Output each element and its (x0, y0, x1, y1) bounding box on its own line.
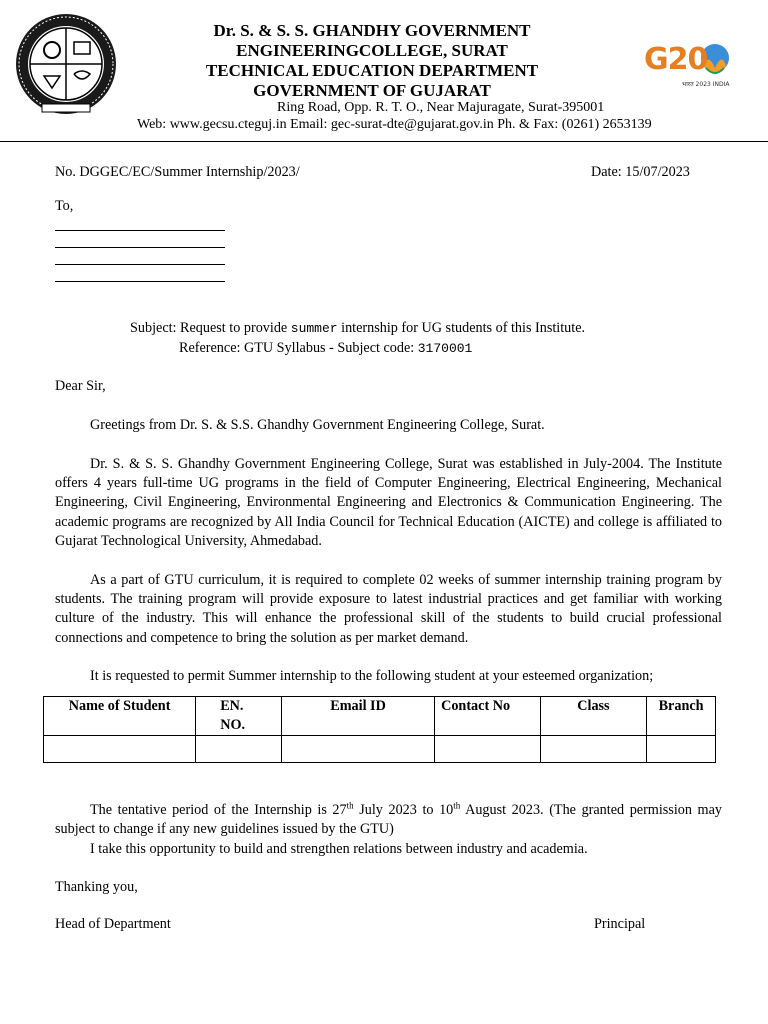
cell-name[interactable] (44, 736, 196, 763)
college-name-line1: Dr. S. & S. S. GHANDHY GOVERNMENT (213, 21, 531, 40)
address-blank-line (55, 281, 225, 282)
col-header-email: Email ID (281, 697, 434, 736)
table-header-row (44, 697, 716, 736)
department-name: TECHNICAL EDUCATION DEPARTMENT (205, 61, 539, 80)
closing-thanks: Thanking you, (55, 879, 138, 895)
cell-email[interactable] (281, 736, 434, 763)
col-header-contact: Contact No (435, 697, 541, 736)
salutation: Dear Sir, (55, 378, 106, 394)
government-name: GOVERNMENT OF GUJARAT (253, 81, 491, 100)
subject-line: Subject: Request to provide summer internship for UG students of this Institute. (130, 320, 586, 336)
college-address: Ring Road, Opp. R. T. O., Near Majuragate, Surat-395001 (277, 100, 605, 115)
g20-subtitle: भारत 2023 INDIA (682, 81, 730, 88)
addressee-label: To, (55, 198, 74, 214)
col-header-name: Name of Student (44, 697, 196, 736)
college-name-line2: ENGINEERINGCOLLEGE, SURAT (236, 41, 508, 60)
header-divider (0, 141, 768, 142)
cell-branch[interactable] (647, 736, 716, 763)
table-row (44, 736, 716, 763)
address-blank-line (55, 230, 225, 231)
signature-hod: Head of Department (55, 916, 171, 932)
col-header-enrollment: EN. NO. (196, 697, 282, 736)
address-blank-line (55, 247, 225, 248)
college-contact: Web: www.gecsu.cteguj.in Email: gec-surat-dte@gujarat.gov.in Ph. & Fax: (0261) 2653139 (137, 117, 652, 132)
cell-class[interactable] (540, 736, 646, 763)
internship-purpose-paragraph: As a part of GTU curriculum, it is required to complete 02 weeks of summer internship training program by students. The training program will provide exposure to latest industrial practices and get familiar with working culture of the industry. This will enhance the professional skill of the students to build crucial professional connections and competence to bring the solution as per market demand. (55, 572, 722, 646)
relations-paragraph: I take this opportunity to build and strengthen relations between industry and academia. (90, 841, 588, 857)
request-paragraph: It is requested to permit Summer internship to the following student at your esteemed organization; (90, 668, 654, 684)
cell-enrollment[interactable] (196, 736, 282, 763)
college-intro-paragraph: Dr. S. & S. S. Ghandhy Government Engineering College, Surat was established in July-2004. The Institute offers 4 years full-time UG programs in the field of Computer Engineering, Electrical Engineering, Mechanical Engineering, Civil Engineering, Environmental Engineering and Electronics & Communication Engineering. The academic programs are recognized by All India Council for Technical Education (AICTE) and college is affiliated to Gujarat Technological University, Ahmedabad. (55, 456, 722, 549)
internship-period-paragraph: The tentative period of the Internship is 27th July 2023 to 10th August 2023. (The granted permission may subject to change if any new guidelines issued by the GTU) (55, 800, 722, 838)
letter-date: Date: 15/07/2023 (591, 164, 690, 180)
reference-line: Reference: GTU Syllabus - Subject code: 3170001 (179, 340, 473, 356)
reference-number: No. DGGEC/EC/Summer Internship/2023/ (55, 164, 300, 180)
cell-contact[interactable] (435, 736, 541, 763)
g20-wordmark: G20 (644, 42, 708, 77)
address-blank-line (55, 264, 225, 265)
signature-principal: Principal (594, 916, 646, 932)
student-details-table (43, 696, 716, 763)
greeting-paragraph: Greetings from Dr. S. & S.S. Ghandhy Government Engineering College, Surat. (90, 417, 545, 433)
col-header-branch: Branch (647, 697, 716, 736)
col-header-class: Class (540, 697, 646, 736)
